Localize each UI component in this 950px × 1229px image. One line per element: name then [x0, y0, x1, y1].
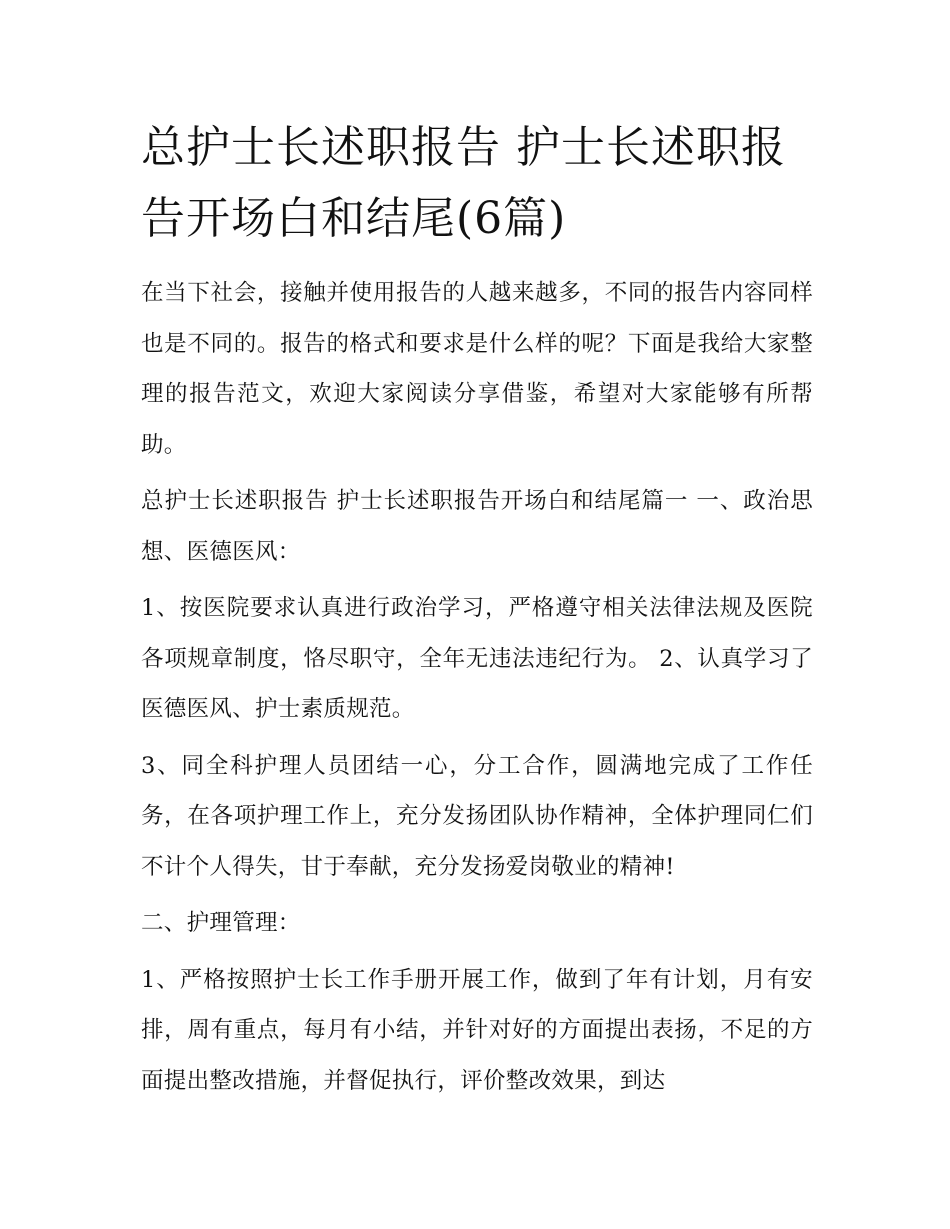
document-body — [141, 112, 813, 1112]
paragraph-item-1: 1、按医院要求认真进行政治学习，严格遵守相关法律法规及医院各项规章制度，恪尽职守，全年无违法违纪行为。 2、认真学习了医德医风、护士素质规范。 — [141, 595, 813, 722]
paragraph-nursing-management-heading: 二、护理管理： — [141, 910, 301, 936]
paragraph-section-heading: 总护士长述职报告 护士长述职报告开场白和结尾篇一 一、政治思想、医德医风： — [141, 488, 813, 565]
paragraph-item-3: 3、同全科护理人员团结一心，分工合作，圆满地完成了工作任务，在各项护理工作上，充分发扬团队协作精神，全体护理同仁们不计个人得失，甘于奉献，充分发扬爱岗敬业的精神! — [141, 752, 813, 880]
paragraph-management-item-1: 1、严格按照护士长工作手册开展工作，做到了年有计划，月有安排，周有重点，每月有小结，并针对好的方面提出表扬，不足的方面提出整改措施，并督促执行，评价整改效果，到达 — [141, 966, 813, 1094]
paragraph-intro: 在当下社会，接触并使用报告的人越来越多，不同的报告内容同样也是不同的。报告的格式和要求是什么样的呢？下面是我给大家整理的报告范文，欢迎大家阅读分享借鉴，希望对大家能够有所帮助。 — [141, 280, 813, 458]
document-title: 总护士长述职报告 护士长述职报告开场白和结尾(6篇) — [141, 122, 786, 244]
